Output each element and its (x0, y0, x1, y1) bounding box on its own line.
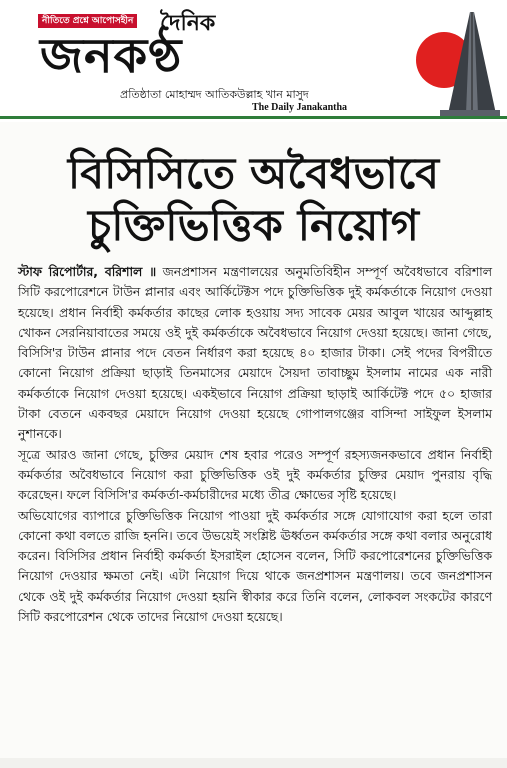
masthead-tagline: নীতিতে প্রশ্নে আপোসহীন (38, 14, 137, 28)
masthead-dainik: দৈনিক (160, 11, 216, 36)
article-body (18, 262, 492, 627)
newspaper-logo: জনকণ্ঠ (40, 28, 183, 84)
paragraph-1 (18, 262, 492, 445)
english-title: The Daily Janakantha (252, 102, 348, 113)
newspaper-masthead (0, 0, 507, 118)
paragraph-1-text: জনপ্রশাসন মন্ত্রণালয়ের অনুমতিবিহীন সম্পূর্ণ অবৈধভাবে বরিশাল সিটি করপোরেশনে টাউন প্লানার এবং আর্কিটেক্টস পদে চুক্তিভিত্তিক দুই কর্মকর্তাকে নিয়োগ দেওয়া হয়েছে। প্রধান নির্বাহী কর্মকর্তার কাছের লোক হওয়ায় সদ্য সাবেক মেয়র আবুল খায়ের আব্দুল্লাহ খোকন সেরনিয়াবাতের সময়ে ওই দুই কর্মকর্তাকে অবৈধভাবে নিয়োগ দেওয়া হয়েছে। জানা গেছে, বিসিসি'র টাউন প্লানার পদে বেতন নির্ধারণ করা হয়েছে ৪০ হাজার টাকা। সেই পদের বিপরীতে কোনো নিয়োগ প্রক্রিয়া ছাড়াই তিনমাসের মেয়াদে সৈয়দা তাবাচ্ছুম ইসলাম নামের এক নারী কর্মকর্তাকে নিয়োগ দেওয়া হয়েছে। একইভাবে নিয়োগ প্রক্রিয়া ছাড়াই আর্কিটেক্ট পদে ৫০ হাজার টাকা বেতনে একবছর মেয়াদে নিয়োগ দেওয়া হয়েছে গোপালগঞ্জের বাসিন্দা সাইফুল ইসলাম নুশানকে। (18, 264, 492, 442)
martyrs-memorial-sun-icon (400, 2, 505, 118)
byline: স্টাফ রিপোর্টার, বরিশাল ॥ (18, 264, 157, 279)
page-footer-strip (0, 758, 507, 768)
paragraph-2: সূত্রে আরও জানা গেছে, চুক্তির মেয়াদ শেষ হবার পরেও সম্পূর্ণ রহস্যজনকভাবে প্রধান নির্বাহী কর্মকর্তার অবৈধভাবে নিয়োগ করা চুক্তিভিত্তিক ওই দুই কর্মকর্তার চুক্তির মেয়াদ পুনরায় বৃদ্ধি করেছেন। ফলে বিসিসি'র কর্মকর্তা-কর্মচারীদের মধ্যে তীব্র ক্ষোভের সৃষ্টি হয়েছে। (18, 446, 492, 503)
founder-line: প্রতিষ্ঠাতা মোহাম্মদ আতিকউল্লাহ খান মাসুদ (120, 88, 309, 101)
article-headline (0, 148, 507, 252)
headline-line-2: চুক্তিভিত্তিক নিয়োগ (88, 201, 419, 251)
headline-line-1: বিসিসিতে অবৈধভাবে (67, 149, 440, 199)
paragraph-3: অভিযোগের ব্যাপারে চুক্তিভিত্তিক নিয়োগ পাওয়া দুই কর্মকর্তার সঙ্গে যোগাযোগ করা হলে তারা কোনো কথা বলতে রাজি হননি। তবে উভয়েই সংশ্লিষ্ট ঊর্ধ্বতন কর্মকর্তার সঙ্গে কথা বলার অনুরোধ করেন। বিসিসির প্রধান নির্বাহী কর্মকর্তা ইসরাইল হোসেন বলেন, সিটি করপোরেশনের চুক্তিভিত্তিক নিয়োগ দেওয়ার ক্ষমতা নেই। এটা নিয়োগ দিয়ে থাকে জনপ্রশাসন মন্ত্রণালয়। তবে জনপ্রশাসন থেকে ওই দুই কর্মকর্তার নিয়োগ দেওয়া হয়নি স্বীকার করে তিনি বলেন, লোকবল সংকটের কারণে সিটি করপোরেশন থেকে তাদের নিয়োগ দেওয়া হয়েছে। (18, 507, 492, 625)
masthead-divider (0, 116, 507, 119)
